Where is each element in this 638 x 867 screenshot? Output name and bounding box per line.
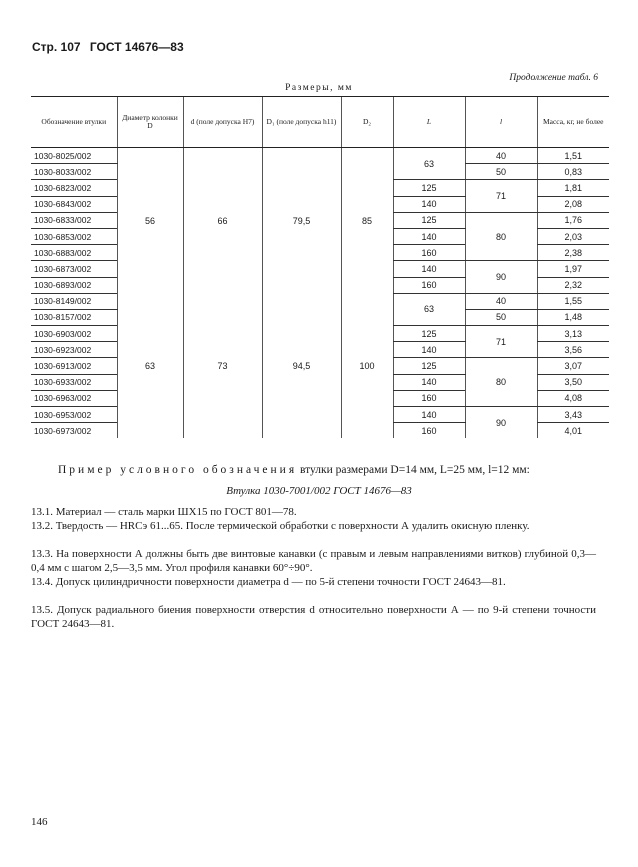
mass-cell: 3,07	[537, 358, 609, 374]
col-header-diameter: Диаметр колонки D	[117, 97, 183, 148]
mass-cell: 3,43	[537, 407, 609, 423]
mass-cell: 3,50	[537, 374, 609, 390]
table-caption: Размеры, мм	[285, 83, 353, 93]
l-cell: 90	[465, 261, 537, 293]
col-header-mass: Масса, кг, не более	[537, 97, 609, 148]
designation-cell: 1030-6833/002	[31, 212, 117, 228]
mass-cell: 1,81	[537, 180, 609, 196]
designation-cell: 1030-6893/002	[31, 277, 117, 293]
standard-label: ГОСТ 14676—83	[89, 40, 184, 54]
page-header	[32, 40, 184, 54]
l-cell: 90	[465, 407, 537, 439]
mass-cell: 1,97	[537, 261, 609, 277]
l-cell: 80	[465, 212, 537, 261]
col-header-L: L	[393, 97, 465, 148]
L-cell: 160	[393, 277, 465, 293]
l-cell: 40	[465, 148, 537, 164]
mass-cell: 4,01	[537, 423, 609, 439]
L-cell: 160	[393, 390, 465, 406]
col-header-d: d (поле допуска H7)	[183, 97, 262, 148]
d-cell: 66	[183, 148, 262, 294]
table-continuation: Продолжение табл. 6	[509, 73, 598, 83]
diameter-cell: 63	[117, 293, 183, 438]
designation-cell: 1030-6873/002	[31, 261, 117, 277]
L-cell: 125	[393, 358, 465, 374]
mass-cell: 4,08	[537, 390, 609, 406]
page-label: Стр. 107	[32, 40, 81, 54]
L-cell: 63	[393, 148, 465, 180]
col-header-d2: D₂	[341, 97, 393, 148]
designation-cell: 1030-6953/002	[31, 407, 117, 423]
l-cell: 71	[465, 326, 537, 358]
paragraph-13-2: 13.2. Твердость — HRCэ 61...65. После термической обработки с поверхности А удалить окисную пленку.	[31, 520, 530, 532]
L-cell: 160	[393, 245, 465, 261]
mass-cell: 2,32	[537, 277, 609, 293]
d1-cell: 94,5	[262, 293, 341, 438]
mass-cell: 2,08	[537, 196, 609, 212]
designation-cell: 1030-6883/002	[31, 245, 117, 261]
page-number: 146	[31, 816, 48, 828]
mass-cell: 3,13	[537, 326, 609, 342]
L-cell: 125	[393, 212, 465, 228]
table-row	[31, 293, 609, 309]
mass-cell: 1,76	[537, 212, 609, 228]
designation-cell: 1030-6963/002	[31, 390, 117, 406]
designation-cell: 1030-8149/002	[31, 293, 117, 309]
designation-cell: 1030-6923/002	[31, 342, 117, 358]
col-header-designation: Обозначение втулки	[31, 97, 117, 148]
L-cell: 140	[393, 261, 465, 277]
d2-cell: 100	[341, 293, 393, 438]
L-cell: 160	[393, 423, 465, 439]
col-header-d1: D₁ (поле допуска h11)	[262, 97, 341, 148]
L-cell: 140	[393, 196, 465, 212]
L-cell: 125	[393, 180, 465, 196]
designation-cell: 1030-6853/002	[31, 228, 117, 244]
designation-cell: 1030-6823/002	[31, 180, 117, 196]
L-cell: 140	[393, 228, 465, 244]
mass-cell: 2,38	[537, 245, 609, 261]
mass-cell: 1,51	[537, 148, 609, 164]
specification-table	[31, 96, 609, 438]
L-cell: 140	[393, 342, 465, 358]
L-cell: 125	[393, 326, 465, 342]
designation-cell: 1030-6933/002	[31, 374, 117, 390]
paragraph-13-4: 13.4. Допуск цилиндричности поверхности диаметра d — по 5-й степени точности ГОСТ 24643—81.	[31, 576, 506, 588]
example-lead: Пример условного обозначения	[58, 464, 298, 476]
mass-cell: 1,55	[537, 293, 609, 309]
designation-cell: 1030-8033/002	[31, 164, 117, 180]
col-header-l: l	[465, 97, 537, 148]
l-cell: 50	[465, 164, 537, 180]
L-cell: 63	[393, 293, 465, 325]
table-header-row	[31, 97, 609, 148]
designation-cell: 1030-6903/002	[31, 326, 117, 342]
l-cell: 50	[465, 309, 537, 325]
mass-cell: 1,48	[537, 309, 609, 325]
diameter-cell: 56	[117, 148, 183, 294]
d2-cell: 85	[341, 148, 393, 294]
mass-cell: 2,03	[537, 228, 609, 244]
paragraph-13-3: 13.3. На поверхности А должны быть две винтовые канавки (с правым и левым направлениями витков) глубиной 0,3—0,4 мм с шагом 2,5—3,5 мм. Угол профиля канавки 60°÷90°.	[31, 548, 596, 574]
mass-cell: 3,56	[537, 342, 609, 358]
d-cell: 73	[183, 293, 262, 438]
L-cell: 140	[393, 374, 465, 390]
example-designation: Втулка 1030-7001/002 ГОСТ 14676—83	[226, 485, 412, 497]
example-text: втулки размерами D=14 мм, L=25 мм, l=12 мм:	[297, 464, 530, 476]
designation-cell: 1030-6973/002	[34, 425, 92, 436]
designation-cell: 1030-6913/002	[31, 358, 117, 374]
paragraph-13-5: 13.5. Допуск радиального биения поверхности отверстия d относительно поверхности А — по 9-й степени точности ГОСТ 24643—81.	[31, 604, 596, 630]
example-line	[58, 464, 530, 476]
table-row	[31, 148, 609, 164]
l-cell: 40	[465, 293, 537, 309]
L-cell: 140	[393, 407, 465, 423]
d1-cell: 79,5	[262, 148, 341, 294]
paragraph-13-1: 13.1. Материал — сталь марки ШХ15 по ГОСТ 801—78.	[31, 506, 297, 518]
l-cell: 71	[465, 180, 537, 212]
l-cell: 80	[465, 358, 537, 407]
designation-cell: 1030-8157/002	[31, 309, 117, 325]
designation-cell: 1030-8025/002	[31, 148, 117, 164]
mass-cell: 0,83	[537, 164, 609, 180]
designation-cell: 1030-6843/002	[31, 196, 117, 212]
